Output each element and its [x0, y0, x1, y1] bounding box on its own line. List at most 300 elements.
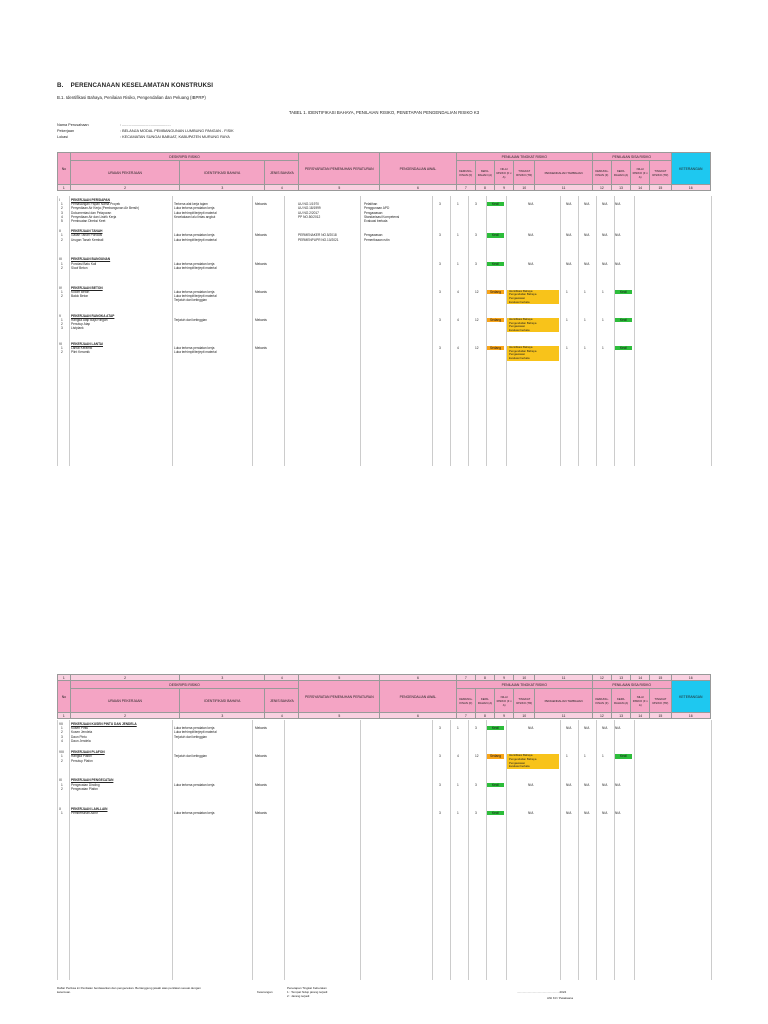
risk-level-label: Kecil [487, 783, 504, 787]
work-item: Rangka Plafon [71, 754, 92, 759]
residual-value: N/A [566, 202, 572, 207]
group-title: PEKERJAAN KUSEN PINTU DAN JENDELA [71, 722, 137, 726]
work-item: Galian Tanah Pondasi [71, 233, 103, 238]
residual-value: 1 [566, 346, 568, 351]
group-title: PEKERJAAN TANAH [71, 229, 103, 234]
additional-control-line: Evaluasi berkala [509, 764, 530, 769]
group-title: PEKERJAAN LANTAI [71, 342, 103, 346]
header-keterangan-2: KETERANGAN [671, 681, 710, 713]
column-rule [57, 196, 58, 466]
hazard-item: Luka terhimpit/terjepit material [174, 237, 217, 242]
residual-value: N/A [602, 810, 608, 815]
hazard-item: Luka terkena peralatan kerja [174, 810, 215, 815]
header-keparahan: KEPA- RAHAN (A) [475, 161, 494, 185]
group-title: PEKERJAAN PLAFON [71, 750, 105, 755]
column-rule [614, 720, 615, 980]
hazard-item: Luka terkena peralatan kerja [174, 206, 215, 211]
risk-value: 3 [439, 726, 441, 731]
header-nilai-p2: NILAI RISIKO (F x A) [495, 689, 514, 713]
column-rule [284, 196, 285, 466]
risk-value: 3 [439, 754, 441, 759]
risk-level-badge [487, 290, 504, 294]
hazard-item: Terjatuh dari ketinggian [174, 318, 207, 322]
residual-value: 1 [584, 289, 586, 294]
residual-level-badge [615, 202, 620, 206]
residual-value: N/A [566, 782, 572, 787]
residual-level-label: N/A [615, 726, 621, 731]
column-rule [360, 720, 361, 980]
residual-value: N/A [584, 726, 590, 731]
risk-level-badge [487, 262, 504, 266]
table-body-page-2 [57, 720, 711, 980]
hazard-item: Luka terkena peralatan kerja [174, 346, 215, 351]
hazard-type: Mekanis [255, 202, 267, 207]
risk-level-label: Sedang [487, 318, 504, 322]
control-item: Pengawasan [364, 233, 383, 238]
item-number: 1 [61, 782, 63, 787]
residual-value: N/A [584, 782, 590, 787]
additional-control-box [507, 346, 559, 360]
work-item: Rangka Atap Baja Ringan [71, 318, 108, 322]
meta-work: Pekerjaan : BELANJA MODAL PEMBANGUNAN LUMBUNG PANGAN - FISIK [57, 129, 234, 133]
column-rule [596, 720, 597, 980]
column-rule [578, 720, 579, 980]
column-rule [57, 720, 58, 980]
header-keterangan: KETERANGAN [671, 153, 711, 185]
header-nilai-2: NILAI RISIKO (F x A) [631, 161, 650, 185]
item-number: 3 [61, 326, 63, 331]
footer-sign: Ahli K3 / Pelaksana [547, 996, 574, 1000]
header-persyaratan-2: PERSYARATAN PEMENUHAN PERATURAN [299, 681, 380, 713]
risk-value: 3 [439, 233, 441, 238]
risk-value: 3 [475, 261, 477, 266]
column-rule [69, 720, 70, 980]
residual-value: N/A [566, 810, 572, 815]
item-number: 4 [61, 214, 63, 219]
column-rule [450, 720, 451, 980]
table-header-page-2 [57, 674, 711, 719]
column-rule [172, 196, 173, 466]
risk-value: 4 [457, 318, 459, 322]
header-deskripsi-2: DESKRIPSI RISIKO [70, 681, 299, 689]
hazard-type: Mekanis [255, 261, 267, 266]
item-number: 2 [61, 730, 63, 735]
item-number: 1 [61, 202, 63, 207]
residual-value: 1 [584, 346, 586, 351]
header-jenis-2: JENIS BAHAYA [265, 689, 299, 713]
residual-value: N/A [584, 810, 590, 815]
header-penilaian: PENILAIAN TINGKAT RISIKO [456, 153, 592, 161]
work-item: Kolom Beton [71, 289, 90, 294]
residual-value: N/A [566, 726, 572, 731]
item-number: 2 [61, 294, 63, 298]
item-number: 2 [61, 758, 63, 763]
residual-level-badge [615, 811, 620, 815]
hazard-item: Luka terhimpit/terjepit material [174, 350, 217, 355]
residual-value: 1 [602, 346, 604, 351]
risk-value: 4 [457, 754, 459, 759]
footer-penetapan-2: 2 : Jarang terjadi [287, 994, 310, 998]
column-rule [634, 196, 635, 466]
work-item: Pondasi Batu Kali [71, 261, 97, 266]
regulation-item: UU NO.18/1999 [298, 206, 321, 211]
control-item: Penggunaan APD [364, 206, 390, 211]
hazard-type: Mekanis [255, 233, 267, 238]
residual-level-badge [615, 290, 632, 294]
work-item: Kusen Pintu [71, 726, 89, 731]
work-item: Sloof Beton [71, 265, 88, 270]
residual-level-badge [615, 754, 632, 758]
column-rule [432, 196, 433, 466]
risk-level-label: Kecil [487, 233, 504, 237]
risk-value: 12 [475, 346, 479, 351]
additional-control-na: N/A [528, 726, 534, 731]
header-tingkat-p2: TINGKAT RISIKO (TR) [514, 689, 535, 713]
residual-level-label: Kecil [615, 290, 632, 294]
header-identifikasi-2: IDENTIFIKASI BAHAYA [180, 689, 265, 713]
risk-level-label: Sedang [487, 346, 504, 350]
residual-value: N/A [584, 233, 590, 238]
item-number: 2 [61, 322, 63, 327]
regulation-item: PP NO.50/2012 [298, 214, 321, 219]
additional-control-line: Pengawasan [509, 324, 526, 329]
risk-level-label: Sedang [487, 754, 504, 758]
residual-value: N/A [602, 202, 608, 207]
residual-level-label: N/A [615, 782, 621, 787]
residual-value: 1 [602, 754, 604, 759]
header-penilaian-sisa: PENILAIAN SISA RISIKO [592, 153, 671, 161]
additional-control-line: Identifikasi Bahaya [509, 317, 533, 321]
header-kemungkinan: KEMUNG- KINAN (F) [456, 161, 475, 185]
page-2 [0, 640, 768, 1024]
risk-value: 1 [457, 782, 459, 787]
column-rule [252, 196, 253, 466]
residual-value: N/A [566, 261, 572, 266]
additional-control-box [507, 290, 559, 304]
additional-control-box [507, 318, 559, 332]
group-number: VII [59, 722, 63, 726]
column-rule [69, 196, 70, 466]
group-title: PEKERJAAN PERSIAPAN [71, 198, 110, 202]
risk-value: 3 [475, 810, 477, 815]
header-penilaian-sisa-2: PENILAIAN SISA RISIKO [592, 681, 671, 689]
residual-value: 1 [566, 318, 568, 322]
risk-value: 3 [439, 782, 441, 787]
hazard-type: Mekanis [255, 346, 267, 351]
hazard-item: Luka terkena peralatan kerja [174, 261, 215, 266]
hazard-type: Mekanis [255, 289, 267, 294]
header-kemungkinan2-p2: KEMUNG- KINAN (F) [592, 689, 611, 713]
control-item: Standarisasi Kompetensi [364, 214, 400, 219]
item-number: 3 [61, 734, 63, 739]
additional-control-line: Evaluasi berkala [509, 355, 530, 360]
risk-level-badge [487, 318, 504, 322]
column-rule [450, 196, 451, 466]
residual-level-badge [615, 346, 632, 350]
risk-value: 12 [475, 289, 479, 294]
column-rule [486, 720, 487, 980]
group-title: PEKERJAAN BANGUNAN [71, 257, 111, 262]
residual-value: N/A [566, 233, 572, 238]
additional-control-line: Pengendalian Bahaya [509, 320, 537, 325]
risk-value: 3 [439, 261, 441, 266]
group-title: PEKERJAAN PENGECATAN [71, 778, 114, 783]
column-rule [432, 720, 433, 980]
hazard-item: Luka terkena peralatan kerja [174, 782, 215, 787]
column-rule [634, 720, 635, 980]
hazard-type: Mekanis [255, 782, 267, 787]
residual-level-label: N/A [615, 202, 621, 207]
risk-value: 1 [457, 233, 459, 238]
column-rule [711, 196, 712, 466]
residual-level-badge [615, 233, 620, 237]
work-item: Dokumentasi dan Pelaporan [71, 210, 112, 215]
risk-value: 1 [457, 261, 459, 266]
residual-value: 1 [584, 754, 586, 759]
hazard-item: Luka terkena peralatan kerja [174, 233, 215, 238]
item-number: 1 [61, 754, 63, 759]
header-uraian-2: URAIAN PEKERJAAN [70, 689, 180, 713]
item-number: 1 [61, 261, 63, 266]
residual-value: 1 [566, 289, 568, 294]
item-number: 1 [61, 289, 63, 294]
regulation-item: PERMENAKER NO.5/2018 [298, 233, 337, 238]
hazard-type: Mekanis [255, 810, 267, 815]
residual-level-label: N/A [615, 810, 621, 815]
table-body-page-1 [57, 196, 711, 466]
header-uraian: URAIAN PEKERJAAN [70, 161, 180, 185]
hazard-item: Kecelakaan lalu lintas angkut [174, 214, 216, 219]
group-number: III [59, 257, 62, 262]
residual-level-label: N/A [615, 233, 621, 238]
risk-level-label: Sedang [487, 290, 504, 294]
item-number: 1 [61, 318, 63, 322]
item-number: 3 [61, 210, 63, 215]
work-item: Listplank [71, 326, 84, 331]
section-subtitle: B.1. Identifikasi Bahaya, Penilaian Risiko, Pengendalian dan Peluang (IBPRP) [57, 95, 206, 100]
column-rule [360, 196, 361, 466]
risk-value: 3 [475, 202, 477, 207]
control-item: Pelatihan [364, 202, 378, 207]
group-number: IX [59, 778, 63, 783]
additional-control-line: Identifikasi Bahaya [509, 288, 533, 293]
header-penilaian-2: PENILAIAN TINGKAT RISIKO [456, 681, 592, 689]
risk-level-badge [487, 233, 504, 237]
risk-level-badge [487, 202, 504, 206]
risk-value: 3 [475, 726, 477, 731]
column-rule [596, 196, 597, 466]
header-number-row: 1 2 3 4 5 6 7 8 9 10 11 12 13 14 15 16 [58, 185, 711, 191]
work-item: Penyediaan Air Kerja (Pembangunan Air Bersih) [71, 206, 140, 211]
risk-level-badge [487, 811, 504, 815]
work-item: Pembersihan Akhir [71, 810, 98, 815]
work-item: Urugan Tanah Kembali [71, 237, 104, 242]
additional-control-na: N/A [528, 233, 534, 238]
hazard-item: Luka terkena peralatan kerja [174, 289, 215, 294]
header-persyaratan: PERSYARATAN PEMENUHAN PERATURAN [299, 153, 380, 185]
header-tingkat: TINGKAT RISIKO (TR) [514, 161, 535, 185]
group-number: VI [59, 342, 63, 346]
group-number: X [59, 806, 62, 811]
header-tingkat2-p2: TINGKAT RISIKO (TR) [650, 689, 671, 713]
group-number: II [59, 229, 61, 234]
risk-value: 3 [439, 318, 441, 322]
group-number: VIII [59, 750, 64, 755]
item-number: 1 [61, 346, 63, 351]
column-rule [560, 196, 561, 466]
header-pengendalian: PENGENDALIAN AWAL [380, 153, 457, 185]
hazard-item: Terjatuh dari ketinggian [174, 298, 207, 303]
residual-level-label: Kecil [615, 754, 632, 758]
risk-level-label: Kecil [487, 202, 504, 206]
risk-level-badge [487, 754, 504, 758]
column-rule [560, 720, 561, 980]
header-number-row-2: 1 2 3 4 5 6 7 8 9 10 11 12 13 14 15 16 [58, 713, 711, 719]
risk-value: 4 [457, 346, 459, 351]
regulation-item: PERMENPUPR NO.10/2021 [298, 237, 339, 242]
footer-penetapan-1: 1 : Tempat hidup jarang terjadi [287, 990, 328, 994]
residual-value: N/A [602, 782, 608, 787]
additional-control-na: N/A [528, 261, 534, 266]
meta-company: Nama Perusahaan : .............................................. [57, 123, 171, 127]
additional-control-line: Evaluasi berkala [509, 299, 530, 304]
risk-level-label: Kecil [487, 811, 504, 815]
footer-date: ...................................................2024 [517, 990, 567, 994]
residual-level-badge [615, 783, 620, 787]
column-rule [578, 196, 579, 466]
residual-level-label: Kecil [615, 318, 632, 322]
work-item: Pengecatan Dinding [71, 782, 100, 787]
header-nilai: NILAI RISIKO (F x A) [494, 161, 513, 185]
control-item: Evaluasi berkala [364, 219, 388, 223]
header-kemungkinan-p2: KEMUNG- KINAN (F) [456, 689, 475, 713]
header-kemungkinan-2: KEMUNG- KINAN (F) [592, 161, 611, 185]
hazard-type: Mekanis [255, 754, 267, 759]
hazard-item: Terkena alat kerja tajam [174, 202, 208, 207]
column-rule [711, 720, 712, 980]
item-number: 1 [61, 810, 63, 815]
additional-control-line: Pengawasan [509, 352, 526, 357]
residual-value: 1 [584, 318, 586, 322]
hazard-item: Luka terhimpit/terjepit material [174, 265, 217, 270]
residual-level-label: Kecil [615, 346, 632, 350]
footer-note: Daftar Periksa ini Penilaian berdasarkan dan pengecekan. Bertanggung jawab atas penilaian sesuai dengan ketentuan. [57, 986, 201, 994]
risk-value: 3 [475, 782, 477, 787]
item-number: 5 [61, 219, 63, 223]
column-rule [284, 720, 285, 980]
work-item: Plint Keramik [71, 350, 90, 355]
hazard-item: Luka terhimpit/terjepit material [174, 730, 217, 735]
footer [57, 986, 711, 1022]
residual-level-badge [615, 318, 632, 322]
additional-control-na: N/A [528, 202, 534, 207]
residual-level-badge [615, 726, 620, 730]
hazard-type: Mekanis [255, 318, 267, 322]
item-number: 2 [61, 237, 63, 242]
item-number: 4 [61, 738, 63, 743]
risk-value: 3 [439, 346, 441, 351]
header-keparahan-2: KEPA- RAHAN (A) [611, 161, 630, 185]
work-item: Balok Beton [71, 294, 89, 298]
header-jenis: JENIS BAHAYA [265, 161, 299, 185]
work-item: Daun Jendela [71, 738, 91, 743]
work-item: Pembuatan Direksi Keet [71, 219, 106, 223]
risk-value: 1 [457, 810, 459, 815]
additional-control-line: Identifikasi Bahaya [509, 345, 533, 350]
additional-control-na: N/A [528, 782, 534, 787]
regulation-item: UU NO.2/2017 [298, 210, 319, 215]
column-rule [252, 720, 253, 980]
residual-level-label: N/A [615, 261, 621, 266]
risk-value: 3 [439, 289, 441, 294]
residual-value: 1 [602, 289, 604, 294]
work-item: Lantai Keramik [71, 346, 93, 351]
residual-value: N/A [602, 726, 608, 731]
risk-value: 12 [475, 754, 479, 759]
control-item: Pengawasan [364, 210, 383, 215]
header-no-2: No [58, 681, 71, 713]
residual-value: 1 [602, 318, 604, 322]
additional-control-line: Identifikasi Bahaya [509, 753, 533, 758]
item-number: 2 [61, 786, 63, 791]
residual-value: N/A [584, 202, 590, 207]
group-title: PEKERJAAN LAIN-LAIN [71, 806, 108, 811]
work-item: Pemasangan Papan Nama Proyek [71, 202, 121, 207]
hazard-item: Terjatuh dari ketinggian [174, 754, 207, 759]
additional-control-line: Evaluasi berkala [509, 327, 530, 332]
group-number: V [59, 313, 62, 318]
risk-level-badge [487, 726, 504, 730]
hazard-item: Terjatuh dari ketinggian [174, 734, 207, 739]
table-header [57, 152, 711, 191]
additional-control-line: Pengendalian Bahaya [509, 756, 537, 761]
group-number: IV [59, 285, 63, 290]
hazard-type: Mekanis [255, 726, 267, 731]
header-keparahan-p2: KEPA- RAHAN (A) [475, 689, 494, 713]
risk-level-label: Kecil [487, 726, 504, 730]
footer-keterangan: Keterangan [257, 990, 273, 994]
work-item: Daun Pintu [71, 734, 87, 739]
table-title: TABEL 1. IDENTIFIKASI BAHAYA, PENILAIAN RISIKO, PENETAPAN PENGENDALIAN RISIKO K3 [288, 110, 480, 115]
control-item: Pemeriksaan rutin [364, 237, 390, 242]
risk-value: 3 [439, 202, 441, 207]
column-rule [468, 196, 469, 466]
work-item: Penyediaan Air dan Listrik Kerja [71, 214, 117, 219]
item-number: 2 [61, 265, 63, 270]
column-rule [468, 720, 469, 980]
additional-control-na: N/A [528, 810, 534, 815]
header-tingkat-2: TINGKAT RISIKO (TR) [650, 161, 671, 185]
header-keparahan2-p2: KEPA- RAHAN (A) [612, 689, 631, 713]
meta-location: Lokasi : KECAMATAN SUNGAI BABUAT, KABUPATEN MURUNG RAYA [57, 135, 230, 139]
additional-control-box [507, 754, 559, 768]
risk-value: 4 [457, 289, 459, 294]
header-no: No [58, 153, 71, 185]
work-item: Penutup Atap [71, 322, 91, 327]
item-number: 1 [61, 726, 63, 731]
residual-level-badge [615, 262, 620, 266]
risk-value: 1 [457, 726, 459, 731]
header-tambahan-p2: PENGENDALIAN TAMBAHAN [535, 689, 592, 713]
residual-value: N/A [584, 261, 590, 266]
risk-level-label: Kecil [487, 262, 504, 266]
residual-value: N/A [602, 261, 608, 266]
risk-level-badge [487, 346, 504, 350]
hazard-item: Luka terhimpit/terjepit material [174, 294, 217, 298]
additional-control-line: Pengendalian Bahaya [509, 292, 537, 297]
column-rule [172, 720, 173, 980]
additional-control-line: Pengawasan [509, 295, 526, 300]
